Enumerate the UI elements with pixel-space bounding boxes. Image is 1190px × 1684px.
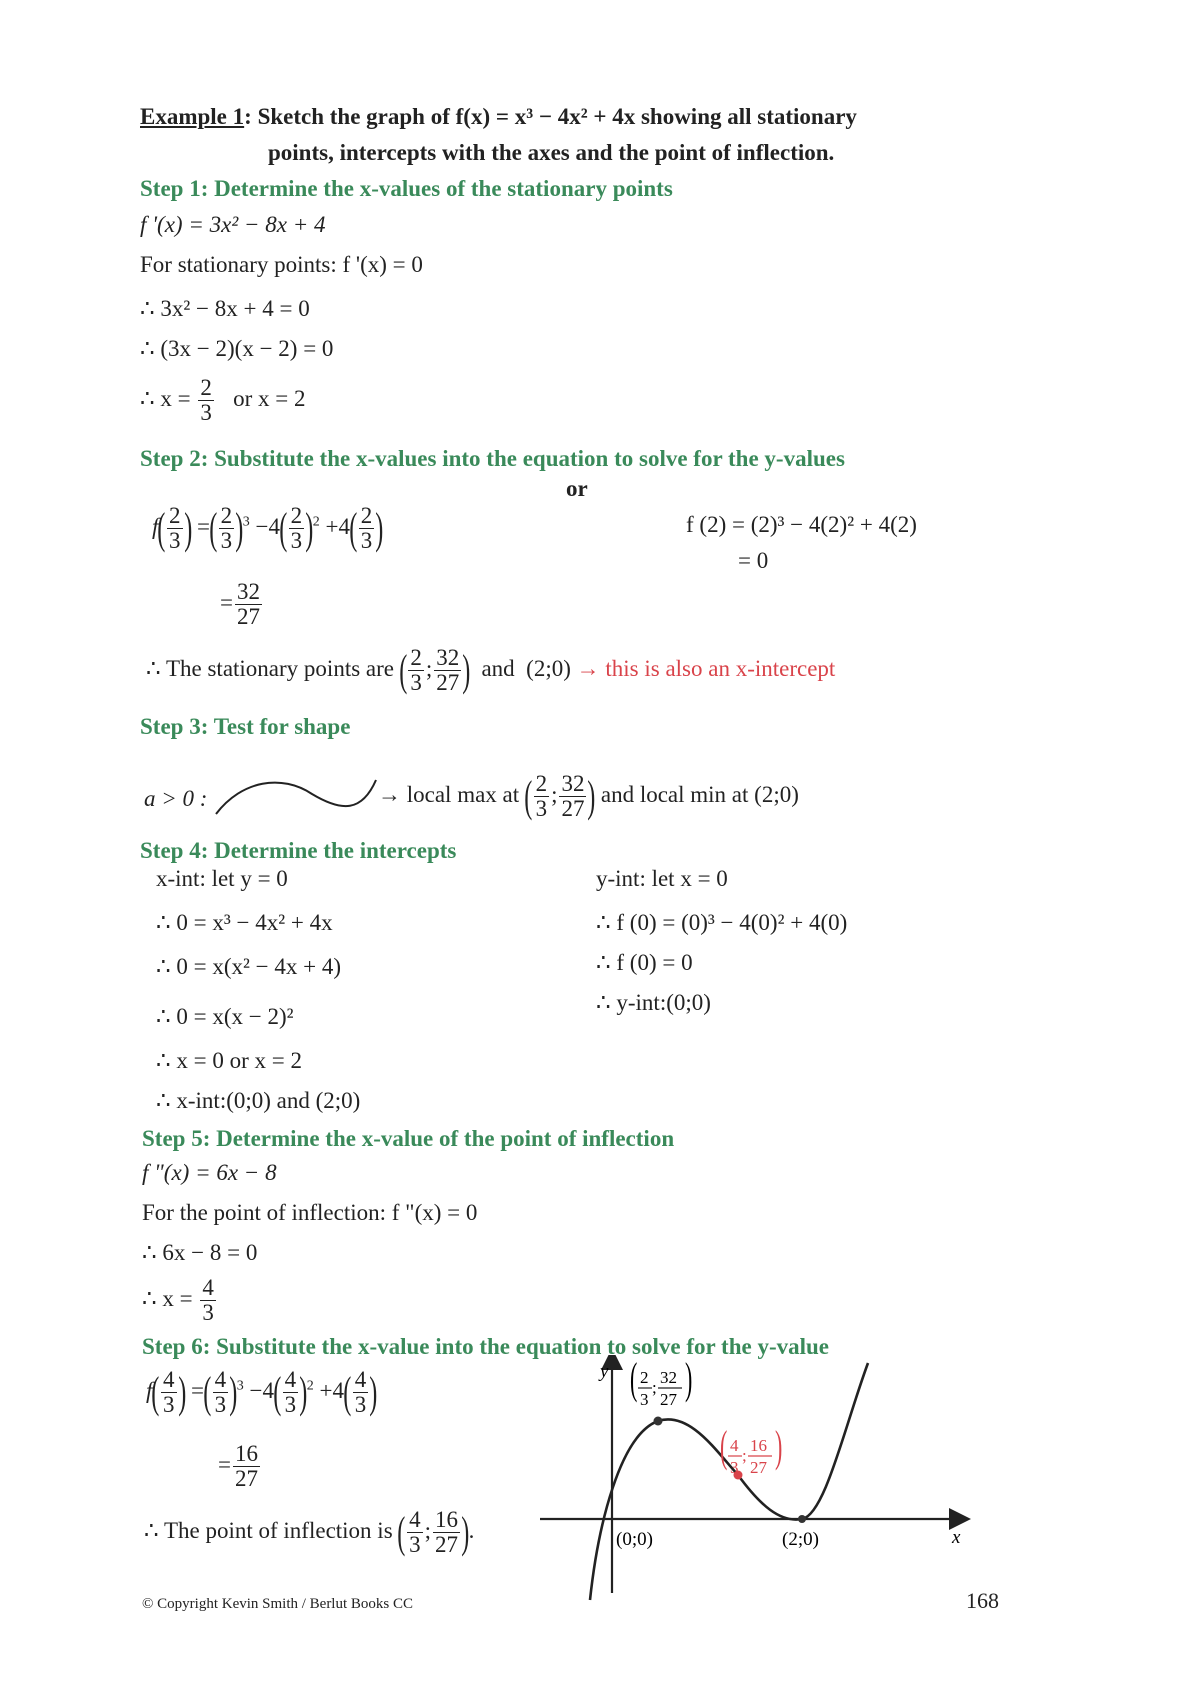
x-axis-label: x: [952, 1527, 961, 1548]
step1-condition: For stationary points: f '(x) = 0: [140, 252, 423, 277]
x-int-line: ∴ 0 = x³ − 4x² + 4x: [156, 910, 333, 935]
svg-text:16: 16: [750, 1436, 767, 1455]
step6-result: = $\frac{16}{27}$: [218, 1441, 258, 1492]
step5-heading: Step 5: Determine the x-value of the point of inflection: [142, 1126, 675, 1151]
y-int-line: ∴ f (0) = 0: [596, 950, 693, 975]
y-int-line: ∴ y-int:(0;0): [596, 990, 711, 1015]
step2-left-equation: f( $\frac{2}{3}$ ) =( $\frac{2}{3}$ )$^3$ −4( $\frac{2}{3}$ )$^2$ +4( $\frac{2}{3}$ ): [152, 503, 384, 554]
svg-text:2: 2: [640, 1368, 649, 1387]
step2-left-result: = $\frac{32}{27}$: [220, 579, 260, 630]
max-point-label: [630, 1355, 692, 1409]
svg-text:27: 27: [750, 1458, 767, 1477]
step3-condition: a > 0 :: [144, 786, 208, 811]
step2-or: or: [566, 476, 588, 501]
step1-heading: Step 1: Determine the x-values of the stationary points: [140, 176, 673, 201]
example-line2: points, intercepts with the axes and the point of inflection.: [268, 140, 835, 165]
local-min-point: [798, 1515, 806, 1523]
page-number: 168: [966, 1588, 999, 1613]
step6-heading: Step 6: Substitute the x-value into the equation to solve for the y-value: [142, 1334, 830, 1359]
step6-equation: f( $\frac{4}{3}$ ) =( $\frac{4}{3}$ )$^3$ −4( $\frac{4}{3}$ )$^2$ +4( $\frac{4}{3}$ ): [146, 1367, 378, 1418]
step4-heading: Step 4: Determine the intercepts: [140, 838, 457, 863]
x-int-line: ∴ 0 = x(x − 2)²: [156, 1004, 294, 1029]
step2-conclusion: ∴ The stationary points are ( $\frac{2}{3}$ ; $\frac{32}{27}$ ) and (2;0) → this is also an x-intercept: [146, 645, 836, 696]
example-line1: Sketch the graph of f(x) = x³ − 4x² + 4x showing all stationary: [257, 104, 857, 129]
example-title: Example 1: Sketch the graph of f(x) = x³ − 4x² + 4x showing all stationary: [140, 104, 857, 129]
x-int-line: x-int: let y = 0: [156, 866, 288, 891]
y-axis-label: y: [600, 1361, 609, 1382]
fraction: $\frac{2}{3}$: [200, 375, 212, 426]
svg-text:3: 3: [730, 1458, 739, 1477]
x-int-line: ∴ x = 0 or x = 2: [156, 1048, 302, 1073]
step5-eq1: ∴ 6x − 8 = 0: [142, 1240, 258, 1265]
svg-text:3: 3: [640, 1390, 649, 1409]
copyright: © Copyright Kevin Smith / Berlut Books CC: [142, 1596, 413, 1612]
y-int-line: ∴ f (0) = (0)³ − 4(0)² + 4(0): [596, 910, 848, 935]
step1-derivative: f '(x) = 3x² − 8x + 4: [140, 212, 326, 237]
y-int-line: y-int: let x = 0: [596, 866, 728, 891]
svg-text:(: (: [720, 1421, 728, 1472]
step3-heading: Step 3: Test for shape: [140, 714, 351, 739]
step2-right-line2: = 0: [738, 548, 769, 573]
step1-eq3: ∴ x = $\frac{2}{3}$ or x = 2: [140, 375, 306, 426]
step6-conclusion: ∴ The point of inflection is ( $\frac{4}{3}$ ; $\frac{16}{27}$ ).: [144, 1507, 475, 1558]
svg-text:32: 32: [660, 1368, 677, 1387]
svg-text:4: 4: [730, 1436, 739, 1455]
x-intercept-note: → this is also an x-intercept: [576, 655, 836, 681]
step3-local-max: → local max at ( $\frac{2}{3}$ ; $\frac{32}{27}$ ) and local min at (2;0): [378, 771, 799, 822]
origin-label: (0;0): [616, 1529, 653, 1550]
min-label: (2;0): [782, 1529, 819, 1550]
svg-text:27: 27: [660, 1390, 677, 1409]
cubic-shape-sketch: [212, 774, 380, 818]
svg-text:(: (: [630, 1355, 638, 1404]
x-int-line: ∴ 0 = x(x² − 4x + 4): [156, 954, 342, 979]
step1-eq1: ∴ 3x² − 8x + 4 = 0: [140, 296, 310, 321]
svg-text:;: ;: [742, 1446, 747, 1465]
step5-eq2: ∴ x = $\frac{4}{3}$: [142, 1275, 214, 1326]
svg-text:): ): [685, 1355, 693, 1404]
x-int-line: ∴ x-int:(0;0) and (2;0): [156, 1088, 361, 1113]
step5-condition: For the point of inflection: f "(x) = 0: [142, 1200, 478, 1225]
step5-second-derivative: f "(x) = 6x − 8: [142, 1160, 277, 1185]
cubic-graph: [540, 1355, 980, 1605]
step2-heading: Step 2: Substitute the x-values into the equation to solve for the y-values: [140, 446, 845, 471]
inflection-point-label: [720, 1422, 782, 1477]
step2-right-line1: f (2) = (2)³ − 4(2)² + 4(2): [686, 512, 917, 537]
local-max-point: [654, 1417, 663, 1426]
svg-text:): ): [775, 1421, 783, 1472]
svg-text:;: ;: [652, 1378, 657, 1397]
step1-eq2: ∴ (3x − 2)(x − 2) = 0: [140, 336, 334, 361]
